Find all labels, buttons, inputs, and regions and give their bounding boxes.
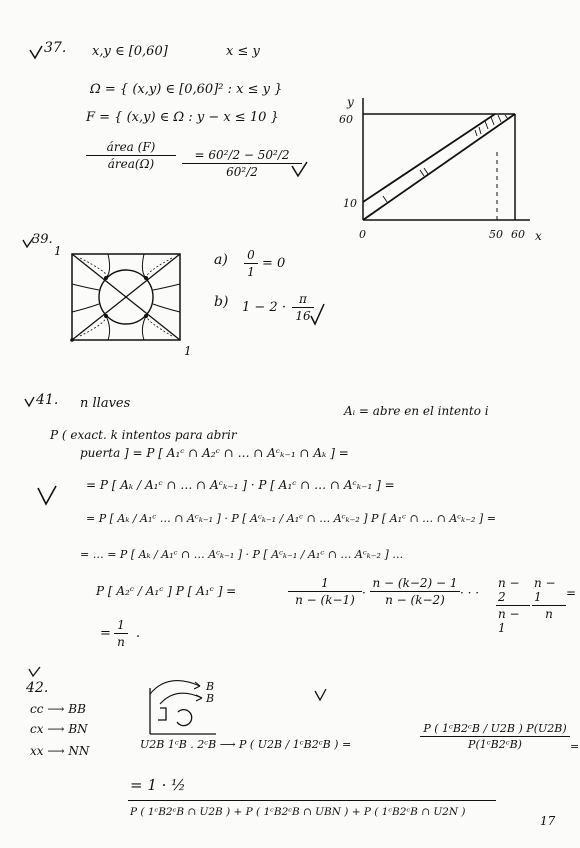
bayes-equals: = <box>570 740 580 753</box>
problem-41-line-2: puerta ] = P [ A₁ᶜ ∩ A₂ᶜ ∩ … ∩ Aᶜₖ₋₁ ∩ Aₖ ] = <box>80 446 349 460</box>
dot-operator: · <box>362 586 366 600</box>
frac-4-numerator: n − 1 <box>534 576 556 604</box>
square-corner-label-bottom: 1 <box>184 344 192 358</box>
frac-2-numerator: n − (k−2) − 1 <box>372 576 458 590</box>
graph-tick-60-y: 60 <box>339 113 353 126</box>
ellipsis-dots: · · · <box>460 586 480 600</box>
problem-37-number: 37. <box>44 40 67 56</box>
problem-41-line-3: = P [ Aₖ / A₁ᶜ ∩ … ∩ Aᶜₖ₋₁ ] · P [ A₁ᶜ ∩ … ∩ Aᶜₖ₋₁ ] = <box>86 478 395 492</box>
checkmark-icon <box>36 484 58 508</box>
problem-42-bayes-fraction <box>420 722 570 751</box>
problem-41-frac-3 <box>496 576 530 635</box>
problem-42-row-2: cx ⟶ BN <box>30 722 88 736</box>
problem-41-line-6: P [ A₂ᶜ / A₁ᶜ ] P [ A₁ᶜ ] = <box>96 584 237 598</box>
bayes-numerator: P ( 1ᶜB2ᶜB / U2B ) P(U2B) <box>423 722 567 735</box>
graph-tick-0: 0 <box>359 228 366 241</box>
problem-42-row-1: cc ⟶ BB <box>30 702 86 716</box>
problem-42-row-3: xx ⟶ NN <box>30 744 90 758</box>
problem-42-long-denominator: P ( 1ᶜB2ᶜB ∩ U2B ) + P ( 1ᶜB2ᶜB ∩ UBN ) + P ( 1ᶜB2ᶜB ∩ U2N ) <box>130 806 466 818</box>
problem-37-result <box>182 148 302 179</box>
card-label-b-1: B <box>206 680 215 693</box>
result-denominator: n <box>117 635 125 649</box>
problem-39-square-diagram <box>68 250 186 346</box>
answer-b-numerator: π <box>299 292 307 306</box>
result-denominator: 60²/2 <box>226 165 258 179</box>
square-corner-label-top: 1 <box>54 244 62 258</box>
problem-42-fraction-bar <box>128 800 496 801</box>
answer-a-numerator: 0 <box>247 248 255 262</box>
ratio-numerator: área (F) <box>106 140 156 154</box>
graph-y-label: y <box>347 95 354 109</box>
checkmark-icon <box>290 160 310 180</box>
problem-42-equation: U2B 1ᶜB . 2ᶜB ⟶ P ( U2B / 1ᶜB2ᶜB ) = <box>140 738 352 751</box>
answer-b-label: b) <box>214 294 229 310</box>
result-equals: = <box>100 626 111 641</box>
problem-41-frac-2 <box>370 576 460 607</box>
answer-a-result: = 0 <box>262 256 286 271</box>
checkmark-icon <box>314 688 328 702</box>
graph-x-label: x <box>535 229 542 242</box>
frac-1-denominator: n − (k−1) <box>295 593 355 607</box>
result-numerator: 1 <box>117 618 125 632</box>
problem-37-condition: x ≤ y <box>226 44 260 59</box>
answer-a-fraction <box>244 248 258 279</box>
problem-41-title: n llaves <box>80 396 131 411</box>
problem-41-number: 41. <box>36 392 59 408</box>
checkmark-icon <box>24 396 36 408</box>
frac-3-denominator: n − 1 <box>498 607 520 635</box>
page-number: 17 <box>540 814 556 828</box>
problem-41-line-5: = … = P [ Aₖ / A₁ᶜ ∩ … Aᶜₖ₋₁ ] · P [ Aᶜₖ₋₁ / A₁ᶜ ∩ … Aᶜₖ₋₂ ] … <box>80 548 404 561</box>
frac-4-denominator: n <box>545 607 553 621</box>
answer-a-label: a) <box>214 252 228 268</box>
checkmark-icon <box>28 666 42 678</box>
problem-42-number: 42. <box>26 680 49 696</box>
answer-b-expression: 1 − 2 · <box>242 300 286 315</box>
bayes-denominator: P(1ᶜB2ᶜB) <box>468 738 522 751</box>
problem-41-result <box>114 618 128 649</box>
problem-41-line-1: P ( exact. k intentos para abrir <box>50 428 237 442</box>
frac-2-denominator: n − (k−2) <box>385 593 445 607</box>
frac-3-numerator: n − 2 <box>498 576 520 604</box>
problem-41-line-4: = P [ Aₖ / A₁ᶜ … ∩ Aᶜₖ₋₁ ] · P [ Aᶜₖ₋₁ / A₁ᶜ ∩ … Aᶜₖ₋₂ ] P [ A₁ᶜ ∩ … ∩ Aᶜₖ₋₂ ] = <box>86 512 496 525</box>
frac-1-numerator: 1 <box>321 576 329 590</box>
ratio-denominator: área(Ω) <box>107 157 155 171</box>
problem-37-ratio <box>86 140 176 171</box>
checkmark-icon <box>310 302 326 326</box>
problem-41-definition: Aᵢ = abre en el intento i <box>344 404 489 418</box>
problem-42-half: = 1 · ½ <box>130 776 186 794</box>
answer-b-denominator: 16 <box>295 309 311 323</box>
problem-37-graph <box>325 92 550 242</box>
graph-tick-50-x: 50 <box>489 228 503 241</box>
graph-tick-60-x: 60 <box>511 228 525 241</box>
result-period: . <box>136 626 141 641</box>
problem-37-domain: x,y ∈ [0,60] <box>92 44 168 59</box>
problem-42-card-diagram <box>138 670 228 736</box>
problem-37-omega: Ω = { (x,y) ∈ [0,60]² : x ≤ y } <box>90 82 283 97</box>
graph-tick-10-y: 10 <box>343 197 357 210</box>
result-numerator: = 60²/2 − 50²/2 <box>194 148 290 162</box>
problem-41-frac-4 <box>532 576 566 621</box>
answer-a-denominator: 1 <box>247 265 255 279</box>
problem-41-frac-1 <box>288 576 362 607</box>
problem-37-f-set: F = { (x,y) ∈ Ω : y − x ≤ 10 } <box>86 110 279 125</box>
equals-sign: = <box>566 586 577 600</box>
problem-39-number: 39. <box>32 232 53 247</box>
card-label-b-2: B <box>206 692 215 705</box>
